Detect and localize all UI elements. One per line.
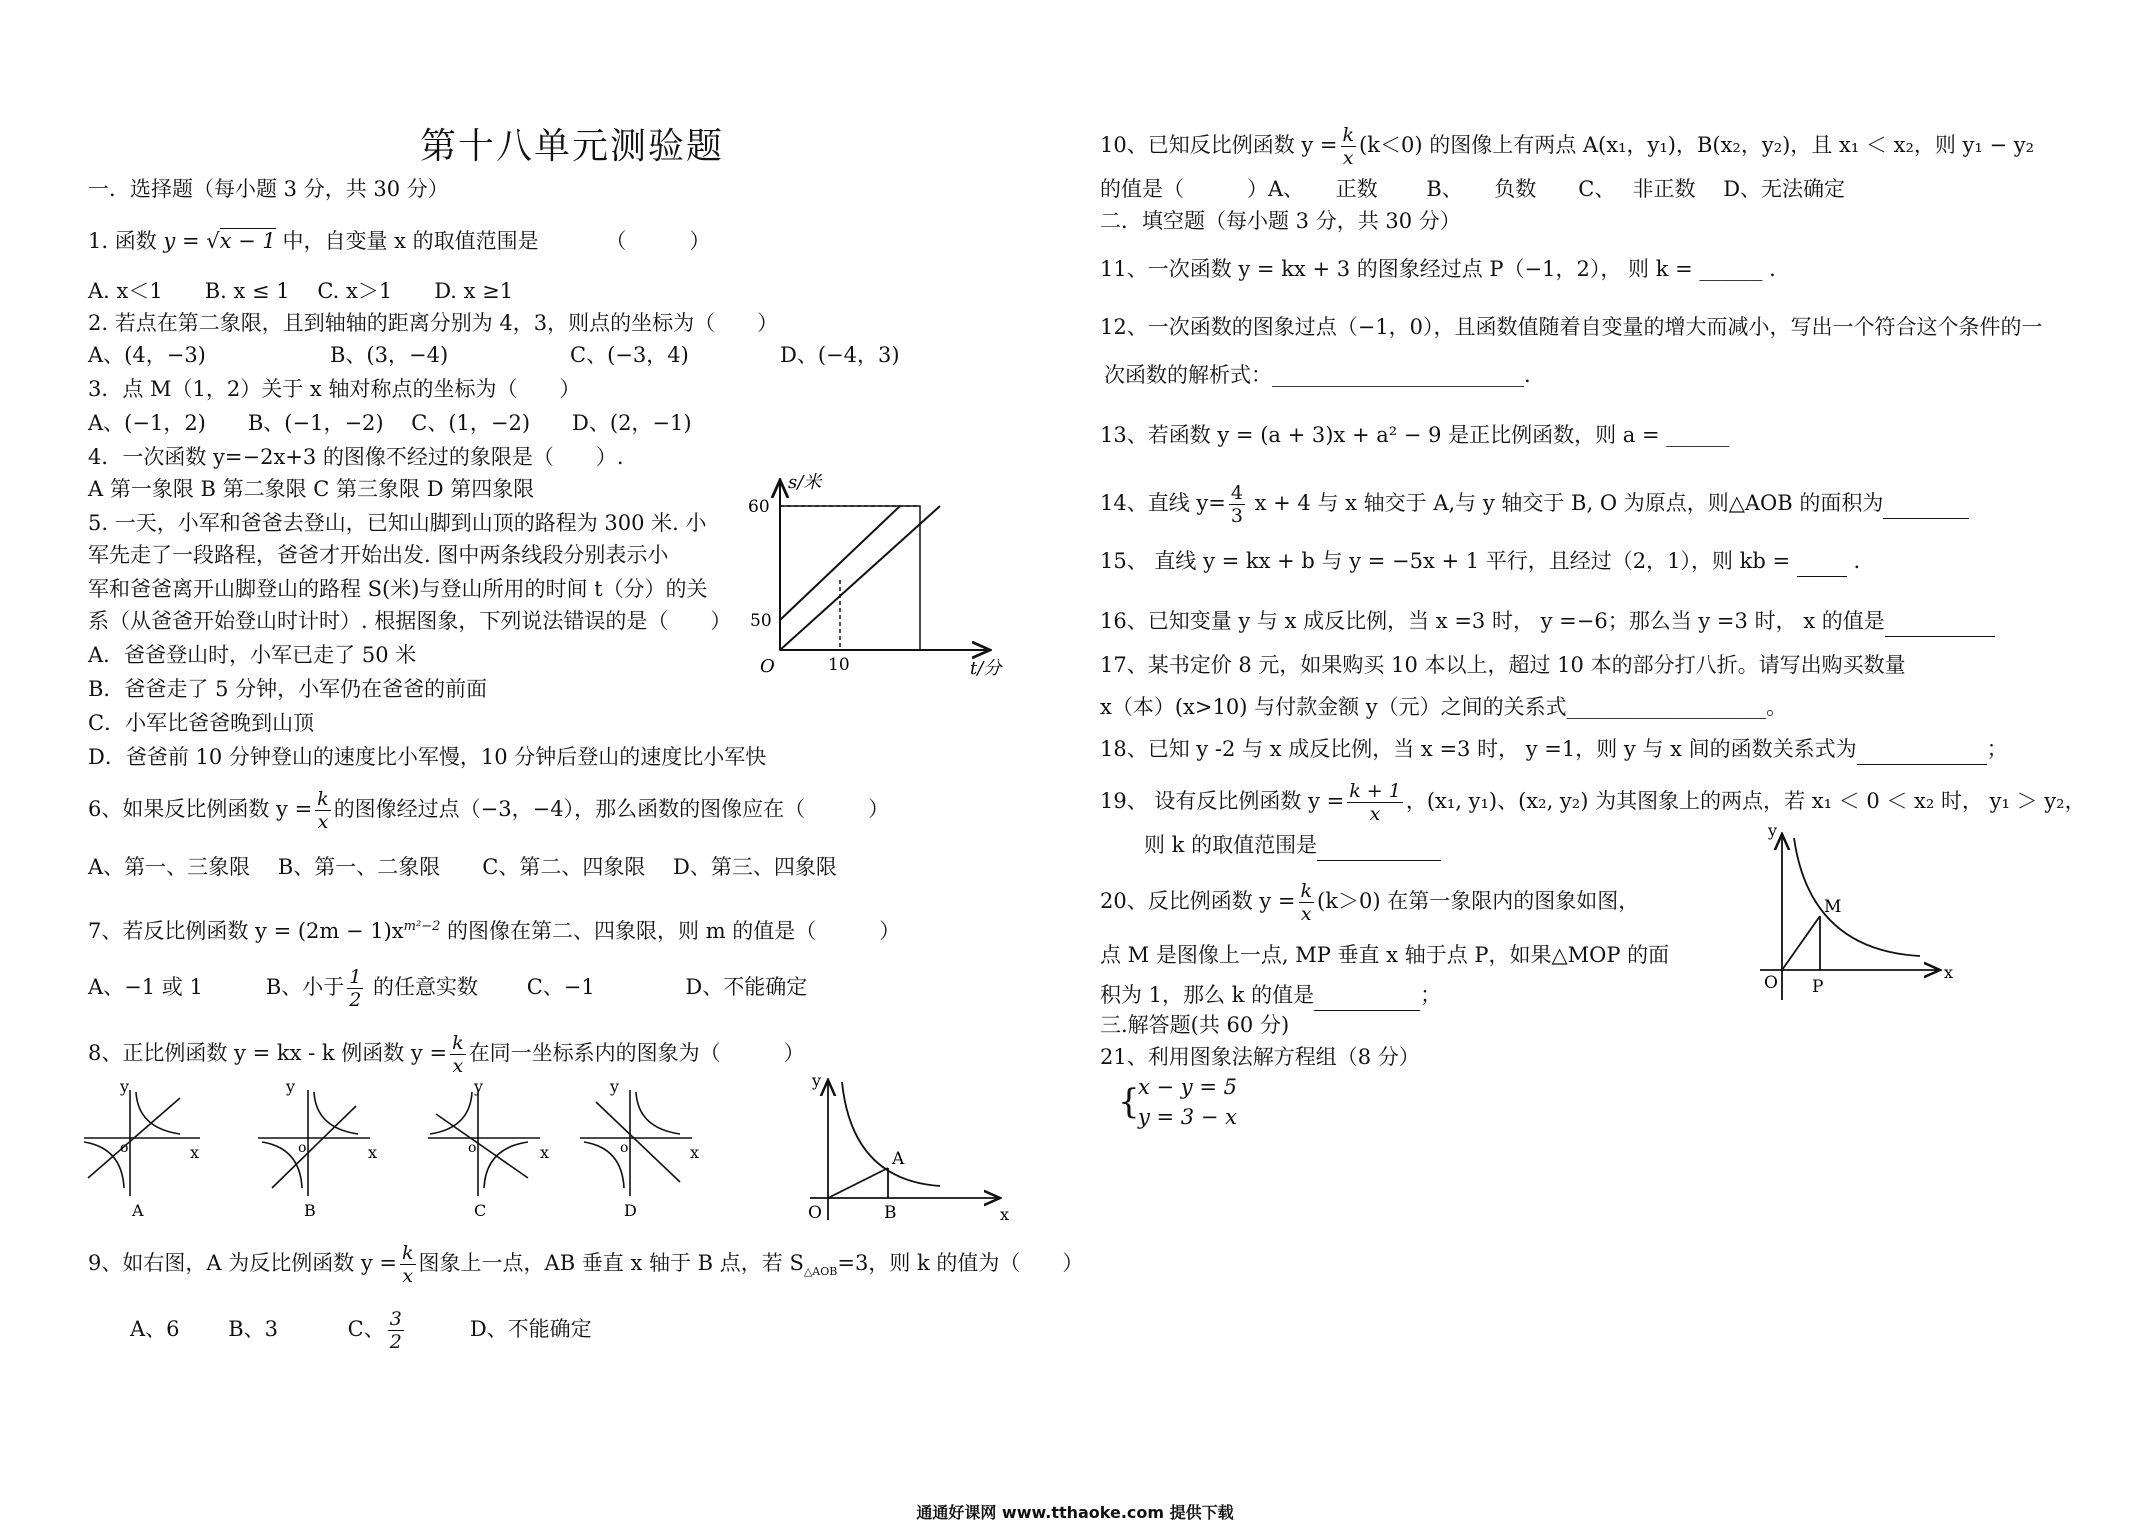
q8-label-a: A — [132, 1201, 144, 1220]
q1-text2: 中，自变量 x 的取值范围是 — [275, 229, 539, 253]
q6-text2: 的图像经过点（−3，−4），那么函数的图像应在（ ） — [333, 797, 890, 821]
frac-den: x — [317, 811, 329, 833]
q1-text: 1. 函数 — [88, 229, 157, 253]
q8-c-o: o — [468, 1140, 477, 1156]
question-10 — [1100, 124, 2034, 169]
section-2-heading: 二．填空题（每小题 3 分，共 30 分） — [1100, 209, 1461, 233]
q20-fraction — [1299, 880, 1315, 925]
q20-o: O — [1764, 973, 1778, 993]
q8-label-b: B — [304, 1201, 316, 1220]
q20-graph — [1740, 820, 1970, 1010]
frac-den: 2 — [389, 1331, 402, 1353]
q8-d-x: x — [690, 1143, 700, 1162]
footer: 通通好课网 www.tthaoke.com 提供下载 — [916, 1503, 1234, 1522]
q20-line-2: 点 M 是图像上一点, MP 垂直 x 轴于点 P，如果△MOP 的面 — [1100, 943, 1670, 967]
q8-b-o: o — [298, 1140, 307, 1156]
q8-d-o: o — [620, 1140, 629, 1156]
frac-den: x — [1369, 803, 1381, 825]
q19-answer-blank[interactable] — [1317, 830, 1441, 861]
q9-text3: =3，则 k 的值为（ ） — [837, 1251, 1084, 1275]
q6-fraction — [315, 788, 331, 833]
question-16 — [1100, 606, 1995, 637]
equation-1: x − y = 5 — [1138, 1075, 1237, 1099]
frac-num: k — [402, 1242, 414, 1264]
q9-fraction — [400, 1242, 416, 1287]
q17-line-1: 17、某书定价 8 元，如果购买 10 本以上，超过 10 本的部分打八折。请写出购买数量 — [1100, 653, 1906, 677]
q3-options: A、(−1，2) B、(−1，−2) C、(1，−2) D、(2，−1) — [88, 411, 692, 435]
q20-x: x — [1944, 963, 1954, 982]
q5-ylabel: s/米 — [788, 472, 822, 493]
q9-oa — [828, 1168, 888, 1198]
q5-option-b: B．爸爸走了 5 分钟，小军仍在爸爸的前面 — [88, 677, 488, 701]
q8-text: 8、正比例函数 y = kx - k 例函数 y = — [88, 1041, 448, 1065]
question-9 — [88, 1242, 1083, 1287]
q20-om — [1782, 916, 1820, 970]
q5-line-4: 系（从爸爸开始登山时计时）. 根据图象，下列说法错误的是（ ） — [88, 609, 732, 633]
q5-line-1: 5. 一天，小军和爸爸去登山，已知山脚到山顶的路程为 300 米. 小 — [88, 511, 707, 535]
q20-text3: 积为 1，那么 k 的值是 — [1100, 983, 1315, 1007]
q7-fraction — [347, 966, 363, 1011]
q8-label-d: D — [624, 1201, 637, 1220]
q20-y: y — [1768, 821, 1778, 840]
q8-graphs — [80, 1078, 720, 1228]
q2-option-c: C、(−3，4) — [570, 343, 689, 367]
q15-answer-blank[interactable] — [1797, 546, 1847, 577]
question-3: 3．点 M（1，2）关于 x 轴对称点的坐标为（ ） — [88, 377, 581, 401]
q8-a-y: y — [120, 1078, 130, 1096]
question-7 — [88, 912, 900, 946]
q2-option-d: D、(−4，3) — [780, 343, 900, 367]
q7-options-2: 的任意实数 C、−1 D、不能确定 — [366, 975, 808, 999]
q5-frame — [780, 506, 920, 650]
q6-text: 6、如果反比例函数 y = — [88, 797, 313, 821]
q17-line-2: x（本）(x>10) 与付款金额 y（元）之间的关系式___________________。 — [1100, 695, 1788, 719]
q7-text: 7、若反比例函数 y = (2m − 1)x — [88, 919, 404, 943]
frac-num: 1 — [349, 966, 362, 988]
q20-text2: (k＞0) 在第一象限内的图象如图， — [1317, 889, 1640, 913]
sqrt-sign: √ — [206, 229, 220, 253]
q1-paren: （ ） — [605, 229, 711, 253]
q4-options: A 第一象限 B 第二象限 C 第三象限 D 第四象限 — [88, 477, 535, 501]
q5-graph — [740, 470, 1020, 690]
q9-a: A — [892, 1149, 905, 1169]
q9-y: y — [812, 1071, 822, 1090]
q14-text: 14、直线 y= — [1100, 491, 1226, 515]
q8-a-o: o — [120, 1140, 129, 1156]
q5-line-dad — [780, 506, 940, 650]
page-title: 第十八单元测验题 — [420, 126, 725, 167]
q20-answer-blank[interactable] — [1314, 980, 1420, 1011]
q18-text: 18、已知 y -2 与 x 成反比例，当 x =3 时， y =1，则 y 与 x 间的函数关系式为 — [1100, 737, 1857, 761]
question-21: 21、利用图象法解方程组（8 分） — [1100, 1045, 1420, 1069]
q10-text: 10、已知反比例函数 y = — [1100, 133, 1338, 157]
q8-text2: 在同一坐标系内的图象为（ ） — [468, 1041, 805, 1065]
q7-options-1: A、−1 或 1 B、小于 — [88, 975, 345, 999]
q8-c-x: x — [540, 1143, 550, 1162]
frac-den: x — [1300, 903, 1312, 925]
q8-a-x: x — [190, 1143, 200, 1162]
q8-c-y: y — [474, 1078, 484, 1096]
question-1 — [88, 226, 710, 256]
section-3-heading: 三.解答题(共 60 分) — [1100, 1013, 1290, 1037]
q12-line-1: 12、一次函数的图象过点（−1，0），且函数值随着自变量的增大而减小，写出一个符合这个条件的一 — [1100, 315, 2043, 339]
question-8 — [88, 1032, 805, 1077]
q19-fraction — [1347, 780, 1403, 825]
q20-p: P — [1812, 977, 1824, 997]
q9-text2: 图象上一点，AB 垂直 x 轴于 B 点，若 S — [418, 1251, 804, 1275]
system-brace: { — [1118, 1082, 1140, 1122]
q9-fraction-32 — [388, 1308, 404, 1353]
frac-den: x — [452, 1055, 464, 1077]
q8-b-y: y — [286, 1078, 296, 1096]
question-2: 2. 若点在第二象限，且到轴轴的距离分别为 4，3，则点的坐标为（ ） — [88, 311, 779, 335]
q9-curve — [842, 1082, 940, 1186]
q8-label-c: C — [474, 1201, 487, 1220]
q8-fraction — [450, 1032, 466, 1077]
q10-fraction — [1341, 124, 1357, 169]
q6-options: A、第一、三象限 B、第一、二象限 C、第二、四象限 D、第三、四象限 — [88, 855, 837, 879]
q18-answer-blank[interactable] — [1857, 734, 1987, 765]
section-1-heading: 一．选择题（每小题 3 分，共 30 分） — [88, 177, 449, 201]
q5-line-2: 军先走了一段路程，爸爸才开始出发. 图中两条线段分别表示小 — [88, 543, 669, 567]
q8-d-y: y — [610, 1078, 620, 1096]
q9-subscript: △AOB — [803, 1265, 838, 1279]
q5-option-a: A．爸爸登山时，小军已走了 50 米 — [88, 643, 417, 667]
q14-text2: x + 4 与 x 轴交于 A,与 y 轴交于 B, O 为原点，则△AOB 的面积为 — [1247, 491, 1884, 515]
q15-text: 15、 直线 y = kx + b 与 y = −5x + 1 平行，且经过（2，1），则 kb = — [1100, 549, 1791, 573]
frac-num: k — [317, 788, 329, 810]
q20-curve — [1794, 838, 1920, 956]
q19-line-2 — [1144, 830, 1441, 861]
q5-x10: 10 — [828, 655, 850, 675]
q9-options-2: D、不能确定 — [406, 1317, 592, 1341]
q19-text2: ，(x₁, y₁)、(x₂, y₂) 为其图象上的两点，若 x₁ ＜ 0 ＜ x₂ 时， y₁ ＞ y₂， — [1405, 789, 2086, 813]
q8-graph-b — [258, 1078, 377, 1220]
question-15: 15、 直线 y = kx + b 与 y = −5x + 1 平行，且经过（2，1），则 kb = . — [1100, 546, 1860, 577]
q9-options — [130, 1308, 592, 1353]
q7-options — [88, 966, 807, 1011]
frac-num: k — [1300, 880, 1313, 902]
q5-y60: 60 — [748, 497, 770, 517]
question-20 — [1100, 880, 1639, 925]
q5-xlabel: t/分 — [970, 658, 1002, 679]
equation-2: y = 3 − x — [1138, 1105, 1237, 1129]
frac-num: k + 1 — [1349, 780, 1401, 802]
q10-text2: (k＜0) 的图像上有两点 A(x₁，y₁)，B(x₂，y₂)，且 x₁ ＜ x₂，则 y₁ − y₂ — [1359, 133, 2035, 157]
frac-den: 2 — [349, 989, 362, 1011]
q9-text: 9、如右图，A 为反比例函数 y = — [88, 1251, 398, 1275]
q8-graph-d — [580, 1078, 699, 1220]
q5-option-c: C．小军比爸爸晚到山顶 — [88, 711, 315, 735]
frac-num: 4 — [1230, 482, 1243, 504]
q5-option-d: D．爸爸前 10 分钟登山的速度比小军慢，10 分钟后登山的速度比小军快 — [88, 745, 767, 769]
q9-options-1: A、6 B、3 C、 — [130, 1317, 385, 1341]
q7-exponent: m²−2 — [403, 919, 441, 934]
q7-text2: 的图像在第二、四象限，则 m 的值是（ ） — [440, 919, 901, 943]
question-14 — [1100, 482, 1969, 527]
q8-graph-a — [84, 1078, 200, 1220]
question-11: 11、一次函数 y = kx + 3 的图象经过点 P（−1，2）， 则 k = ______ . — [1100, 257, 1776, 281]
q9-b: B — [884, 1203, 897, 1223]
q19-text: 19、 设有反比例函数 y = — [1100, 789, 1345, 813]
q9-graph — [780, 1070, 1020, 1230]
q19-text3: 则 k 的取值范围是 — [1144, 833, 1318, 857]
q9-o: O — [808, 1203, 822, 1223]
frac-num: 3 — [389, 1308, 402, 1330]
frac-num: k — [1342, 124, 1355, 146]
q9-x: x — [1000, 1205, 1010, 1224]
q5-line-3: 军和爸爸离开山脚登山的路程 S(米)与登山所用的时间 t（分）的关 — [88, 577, 708, 601]
q20-line-3: 积为 1，那么 k 的值是 ； — [1100, 980, 1441, 1011]
question-18: 18、已知 y -2 与 x 成反比例，当 x =3 时， y =1，则 y 与 x 间的函数关系式为 ； — [1100, 734, 2008, 765]
q16-answer-blank[interactable] — [1885, 606, 1995, 637]
q8-b-x: x — [368, 1143, 378, 1162]
q10-options: 的值是（ ）A、 正数 B、 负数 C、 非正数 D、无法确定 — [1100, 177, 1846, 201]
q5-origin: O — [760, 656, 775, 677]
q2-option-a: A、(4，−3) — [88, 343, 206, 367]
q20-m: M — [1824, 897, 1842, 917]
q12-line-2: 次函数的解析式：________________________. — [1104, 363, 1531, 387]
q2-option-b: B、(3，−4) — [330, 343, 449, 367]
q14-fraction — [1229, 482, 1245, 527]
q5-y50: 50 — [750, 611, 772, 631]
q1-y: y = — [163, 229, 207, 253]
frac-num: k — [452, 1032, 464, 1054]
question-19 — [1100, 780, 2086, 825]
frac-den: x — [402, 1265, 414, 1287]
frac-den: 3 — [1230, 505, 1243, 527]
question-13: 13、若函数 y = (a + 3)x + a² − 9 是正比例函数，则 a = ______ — [1100, 423, 1730, 447]
q1-radicand: x − 1 — [219, 229, 276, 253]
q8-graph-c — [428, 1078, 549, 1220]
question-6 — [88, 788, 889, 833]
frac-den: x — [1342, 147, 1354, 169]
q20-text: 20、反比例函数 y = — [1100, 889, 1296, 913]
q1-options: A. x＜1 B. x ≤ 1 C. x＞1 D. x ≥1 — [88, 279, 514, 303]
q16-text: 16、已知变量 y 与 x 成反比例，当 x =3 时， y =−6；那么当 y =3 时， x 的值是 — [1100, 609, 1885, 633]
question-4: 4．一次函数 y=−2x+3 的图像不经过的象限是（ ）. — [88, 445, 624, 469]
q14-answer-blank[interactable] — [1883, 488, 1969, 519]
